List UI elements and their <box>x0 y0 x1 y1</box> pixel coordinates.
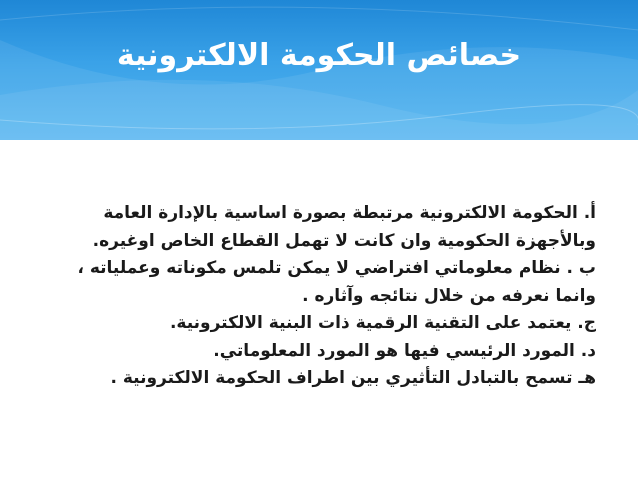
body-line: أ. الحكومة الالكترونية مرتبطة بصورة اساسية بالإدارة العامة <box>103 203 596 223</box>
body-line: د. المورد الرئيسي فيها هو المورد المعلوماتي. <box>213 340 596 361</box>
slide-body <box>36 200 596 393</box>
body-line: هـ تسمح بالتبادل التأثيري بين اطراف الحكومة الالكترونية . <box>110 368 596 388</box>
body-line: وانما نعرفه من خلال نتائجه وآثاره . <box>302 285 596 306</box>
body-line: ب . نظام معلوماتي افتراضي لا يمكن تلمس مكوناته وعملياته ، <box>77 258 596 278</box>
body-line: وبالأجهزة الحكومية وان كانت لا تهمل القطاع الخاص اوغيره. <box>92 230 596 251</box>
title-banner <box>0 0 638 140</box>
body-line: ج. يعتمد على التقنية الرقمية ذات البنية الالكترونية. <box>169 313 596 333</box>
slide-title: خصائص الحكومة الالكترونية <box>116 38 522 73</box>
